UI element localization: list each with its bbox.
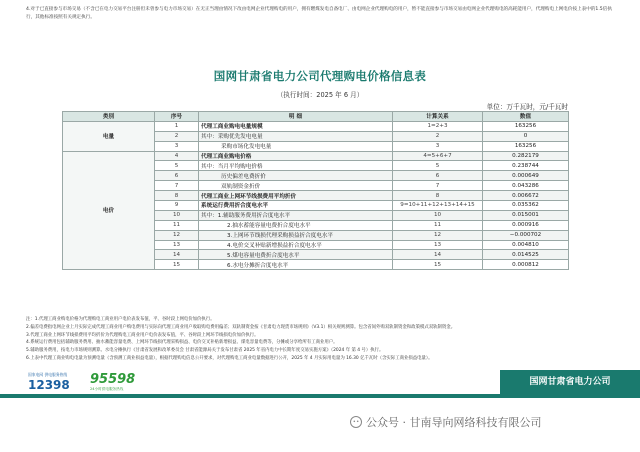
row-calc: 14: [393, 250, 483, 260]
hotline-caption: 国家电网 供电服务热线: [28, 372, 68, 377]
row-item: 双轨制资金折价: [199, 181, 393, 191]
footnote: 5.辅助服务费用，按电力市场规则测算。水电分摊执行《甘肃省发展和改革委员会 甘肃省能源局关于发布甘肃省 2025 年省内电力中长期年度交易实施方案》（2024 年 第 4 号）执行。: [26, 348, 384, 354]
row-item: 4.电价交叉补贴新增损益折合度电水平: [199, 240, 393, 250]
row-value: 0.006672: [483, 191, 569, 201]
row-value: 0.000812: [483, 260, 569, 270]
row-calc: 15: [393, 260, 483, 270]
row-number: 11: [155, 220, 199, 230]
row-value: 163256: [483, 121, 569, 131]
service-caption: 24小时供电服务热线: [90, 387, 124, 391]
price-table: [62, 111, 569, 270]
row-number: 12: [155, 230, 199, 240]
corner-title: 国网甘肃省电力公司: [529, 377, 611, 387]
row-number: 2: [155, 131, 199, 141]
table-header-row: [63, 112, 569, 122]
row-number: 6: [155, 171, 199, 181]
row-value: 0.014525: [483, 250, 569, 260]
page-title: 国网甘肃省电力公司代理购电价格信息表: [213, 69, 427, 83]
row-item: 代理工商业购电价格: [199, 151, 393, 161]
service-95598-logo: [90, 372, 152, 394]
footnote: 3.代理工商业上网环节线损费用平均折价为代理购电工商业用户电价表发布值，平、谷时段上网环节线损电价加价执行。: [26, 332, 259, 338]
row-value: 0: [483, 131, 569, 141]
row-item: 6.水电分摊折合度电水平: [199, 260, 393, 270]
footer-corner: [500, 370, 640, 394]
table-row: [63, 151, 569, 161]
row-item: 其中：当月平均购电价格: [199, 161, 393, 171]
watermark: [350, 414, 542, 430]
row-number: 8: [155, 191, 199, 201]
footnote: 2.偏差电费指电网企业上月实际完成代理工商业用户购电费用与实际向代理工商业用户收取购电费用偏差；双轨制资金按《甘肃电力现货市场规则》（V3.1）相关规则测算。包含省间外购双轨制资金和政策模式双轨制资金。: [26, 324, 456, 330]
wechat-icon: [350, 416, 362, 428]
header-detail: 明 细: [199, 112, 393, 122]
footer-band: [0, 394, 640, 398]
row-number: 10: [155, 210, 199, 220]
row-item: 历史偏差电费折价: [199, 171, 393, 181]
row-calc: 6: [393, 171, 483, 181]
row-value: 0.000916: [483, 220, 569, 230]
row-calc: 13: [393, 240, 483, 250]
row-number: 15: [155, 260, 199, 270]
footnote: 6.上表中代理工商业购电电量为预测电量（含预测工商业损益电量），根据代理购电信息公开要求，对代理购电工商业电量数据进行公开，2025 年 4 月实际用电量为 16.30 亿千瓦时（含实际工商业损益电量）。: [26, 355, 433, 361]
row-number: 14: [155, 250, 199, 260]
watermark-text: 公众号 · 甘南导向网络科技有限公司: [366, 416, 542, 429]
row-number: 1: [155, 121, 199, 131]
row-number: 3: [155, 141, 199, 151]
row-item: 代理工商业购电电量规模: [199, 121, 393, 131]
row-item: 采购市场化发电电量: [199, 141, 393, 151]
category-energy: 电量: [63, 121, 155, 151]
unit-label: 单位：万千瓦时，元/千瓦时: [486, 103, 568, 111]
row-value: 0.043286: [483, 181, 569, 191]
hotline-number: 12398: [28, 378, 70, 392]
row-item: 系统运行费用折合度电水平: [199, 201, 393, 211]
row-calc: 4=5+6+7: [393, 151, 483, 161]
row-calc: 12: [393, 230, 483, 240]
category-price: 电价: [63, 151, 155, 270]
page-subtitle: （执行时间：2025 年 6 月）: [276, 91, 364, 99]
row-value: 0.000649: [483, 171, 569, 181]
hotline-12398-logo: [28, 372, 88, 394]
row-value: 0.035362: [483, 201, 569, 211]
footnotes: [26, 316, 618, 363]
row-value: 0.015001: [483, 210, 569, 220]
row-value: −0.000702: [483, 230, 569, 240]
row-calc: 7: [393, 181, 483, 191]
row-value: 0.282179: [483, 151, 569, 161]
row-calc: 11: [393, 220, 483, 230]
row-item: 代理工商业上网环节线损费用平均折价: [199, 191, 393, 201]
row-calc: 3: [393, 141, 483, 151]
row-calc: 8: [393, 191, 483, 201]
footnote: 4.系统运行费用包括辅助服务费用、抽水蓄能容量电费、上网环节线损代理采购损益、电价交叉补贴新增损益、煤电容量电费等，分摊或分享给所有工商业用户。: [26, 340, 338, 346]
row-calc: 2: [393, 131, 483, 141]
row-item: 5.煤电容量电费折合度电水平: [199, 250, 393, 260]
row-calc: 5: [393, 161, 483, 171]
row-number: 9: [155, 201, 199, 211]
row-item: 其中：1.辅助服务费用折合度电水平: [199, 210, 393, 220]
row-value: 0.238744: [483, 161, 569, 171]
table-row: [63, 121, 569, 131]
row-value: 0.004810: [483, 240, 569, 250]
row-number: 13: [155, 240, 199, 250]
header-value: 数值: [483, 112, 569, 122]
row-number: 4: [155, 151, 199, 161]
service-number: 95598: [90, 372, 136, 387]
row-item: 其中：采购优先发电电量: [199, 131, 393, 141]
row-calc: 1=2+3: [393, 121, 483, 131]
header-category: 类别: [63, 112, 155, 122]
footnote: 注：1.代理工商业购电价格为代理购电工商业用户电价表发布值，平、谷时段上网电价加价执行。: [26, 317, 215, 322]
row-number: 5: [155, 161, 199, 171]
header-number: 序号: [155, 112, 199, 122]
row-item: 2.抽水蓄能容量电费折合度电水平: [199, 220, 393, 230]
row-calc: 9=10+11+12+13+14+15: [393, 201, 483, 211]
row-item: 3.上网环节线损代理采购损益折合度电水平: [199, 230, 393, 240]
top-note: 4.对于已直接参与市场交易（不含已在电力交易平台注册但未曾参与电力市场交易）在无正当理由情况下改由电网企业代理购电的用户，拥有燃煤发电自备电厂、由电网企业代理购电的用户，暂不能直接参与市场交易由电网企业代理购电的高耗能用户，代理购电上网电价按上表中的1.5倍执行，其他标准按照有关规定执行。: [26, 7, 612, 20]
row-calc: 10: [393, 210, 483, 220]
header-calc: 计算关系: [393, 112, 483, 122]
row-number: 7: [155, 181, 199, 191]
row-value: 163256: [483, 141, 569, 151]
